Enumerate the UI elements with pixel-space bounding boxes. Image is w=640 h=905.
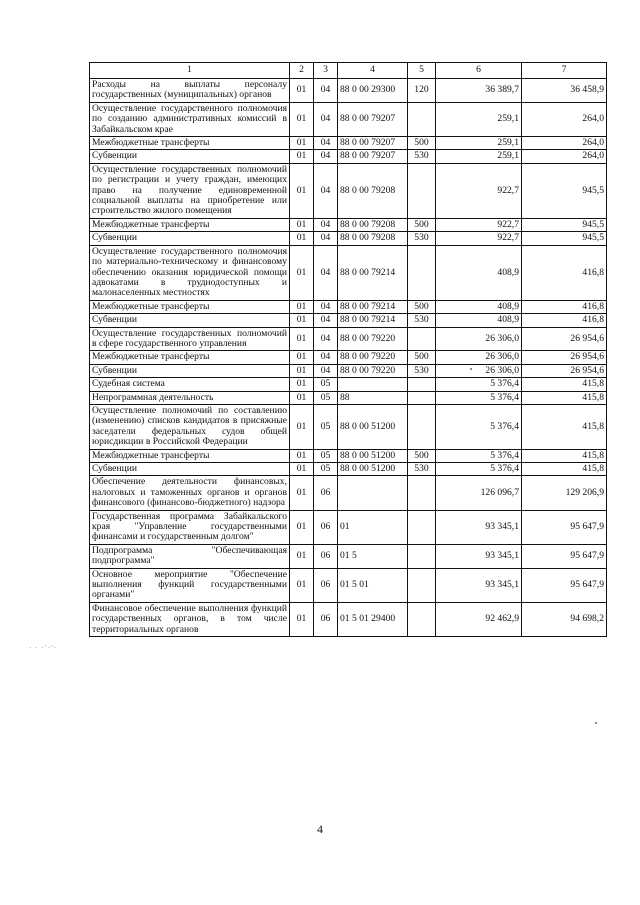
cell-amount-year1: 259,1 [436,150,522,163]
cell-expense-type [408,602,436,636]
cell-amount-year2: 415,8 [522,404,607,449]
cell-amount-year2: 94 698,2 [522,602,607,636]
cell-amount-year1: 259,1 [436,137,522,150]
cell-target-article: 88 0 00 79214 [338,314,408,327]
cell-section: 01 [290,544,314,568]
cell-subsection: 04 [314,163,338,218]
cell-section: 01 [290,137,314,150]
header-col-1: 1 [90,63,290,79]
cell-target-article: 88 [338,391,408,404]
cell-expense-type: 530 [408,150,436,163]
cell-amount-year1: 93 345,1 [436,544,522,568]
cell-amount-year1: 36 389,7 [436,79,522,103]
table-row [90,137,607,150]
cell-name: Субвенции [90,463,290,476]
cell-expense-type [408,544,436,568]
cell-section: 01 [290,218,314,231]
cell-expense-type: 500 [408,351,436,364]
cell-amount-year2: 36 458,9 [522,79,607,103]
page-number: 4 [317,822,323,836]
cell-subsection: 04 [314,150,338,163]
cell-target-article: 88 0 00 79208 [338,218,408,231]
cell-amount-year2: 415,8 [522,391,607,404]
cell-target-article: 88 0 00 79208 [338,232,408,245]
header-col-4: 4 [338,63,408,79]
cell-amount-year2: 264,0 [522,102,607,136]
table-row [90,544,607,568]
cell-subsection: 04 [314,79,338,103]
cell-subsection: 05 [314,463,338,476]
cell-target-article: 88 0 00 79214 [338,300,408,313]
cell-amount-year2: 95 647,9 [522,568,607,602]
cell-amount-year1: 5 376,4 [436,391,522,404]
table-row [90,602,607,636]
cell-target-article: 01 5 01 29400 [338,602,408,636]
cell-name: Субвенции [90,150,290,163]
cell-section: 01 [290,391,314,404]
cell-amount-year1: 408,9 [436,300,522,313]
header-col-6: 6 [436,63,522,79]
cell-amount-year1: 5 376,4 [436,463,522,476]
cell-subsection: 04 [314,232,338,245]
table-row [90,449,607,462]
cell-target-article: 88 0 00 79220 [338,351,408,364]
cell-expense-type [408,476,436,510]
cell-target-article: 88 0 00 51200 [338,404,408,449]
cell-target-article: 88 0 00 51200 [338,463,408,476]
table-row [90,568,607,602]
cell-section: 01 [290,314,314,327]
cell-target-article: 88 0 00 79207 [338,150,408,163]
cell-name: Осуществление государственного полномочия по материально-техническому и финансовому обеспечению оказания юридической помощи адвокатами в труднодоступных и малонаселенных местностях [90,245,290,300]
cell-target-article [338,476,408,510]
cell-amount-year1: 922,7 [436,232,522,245]
table-row [90,163,607,218]
cell-target-article: 88 0 00 79207 [338,102,408,136]
cell-subsection: 05 [314,391,338,404]
table-row [90,218,607,231]
cell-name: Судебная система [90,378,290,391]
cell-amount-year2: 415,8 [522,463,607,476]
cell-amount-year2: 945,5 [522,232,607,245]
cell-expense-type [408,404,436,449]
cell-amount-year2: 945,5 [522,163,607,218]
cell-amount-year2: 415,8 [522,378,607,391]
cell-target-article: 88 0 00 51200 [338,449,408,462]
cell-subsection: 04 [314,300,338,313]
cell-amount-year1: 126 096,7 [436,476,522,510]
table-row [90,351,607,364]
cell-section: 01 [290,602,314,636]
scan-speck [470,368,472,370]
table-row [90,463,607,476]
cell-expense-type [408,568,436,602]
header-col-3: 3 [314,63,338,79]
cell-amount-year2: 415,8 [522,449,607,462]
cell-section: 01 [290,510,314,544]
cell-section: 01 [290,232,314,245]
header-col-5: 5 [408,63,436,79]
cell-name: Расходы на выплаты персоналу государственных (муниципальных) органов [90,79,290,103]
cell-amount-year2: 945,5 [522,218,607,231]
cell-name: Межбюджетные трансферты [90,449,290,462]
cell-expense-type: 500 [408,137,436,150]
cell-name: Финансовое обеспечение выполнения функций государственных органов, в том числе территориальных органов [90,602,290,636]
table-row [90,378,607,391]
cell-name: Осуществление полномочий по составлению (изменению) списков кандидатов в присяжные заседатели федеральных судов общей юрисдикции в Российской Федерации [90,404,290,449]
cell-section: 01 [290,300,314,313]
cell-section: 01 [290,351,314,364]
cell-amount-year1: 408,9 [436,245,522,300]
cell-amount-year1: 93 345,1 [436,510,522,544]
table-row [90,300,607,313]
cell-amount-year1: 408,9 [436,314,522,327]
cell-subsection: 06 [314,510,338,544]
cell-amount-year2: 264,0 [522,137,607,150]
budget-table [89,62,607,637]
margin-scan-mark: · · ·`·ʹ· [29,644,58,652]
table-row [90,245,607,300]
cell-subsection: 06 [314,476,338,510]
table-row [90,327,607,351]
cell-amount-year1: 26 306,0 [436,327,522,351]
cell-target-article: 88 0 00 79207 [338,137,408,150]
cell-subsection: 04 [314,364,338,377]
cell-subsection: 05 [314,449,338,462]
cell-subsection: 06 [314,568,338,602]
cell-expense-type: 530 [408,232,436,245]
cell-section: 01 [290,102,314,136]
cell-name: Непрограммная деятельность [90,391,290,404]
header-col-2: 2 [290,63,314,79]
cell-name: Межбюджетные трансферты [90,218,290,231]
cell-subsection: 04 [314,314,338,327]
cell-name: Осуществление государственных полномочий по регистрации и учету граждан, имеющих право на получение единовременной социальной выплаты на приобретение или строительство жилого помещения [90,163,290,218]
cell-target-article: 01 5 01 [338,568,408,602]
cell-subsection: 04 [314,245,338,300]
cell-name: Межбюджетные трансферты [90,137,290,150]
cell-amount-year2: 416,8 [522,245,607,300]
cell-section: 01 [290,79,314,103]
cell-amount-year2: 416,8 [522,300,607,313]
cell-target-article: 88 0 00 29300 [338,79,408,103]
cell-subsection: 06 [314,544,338,568]
cell-name: Государственная программа Забайкальского края "Управление государственными финансами и государственным долгом" [90,510,290,544]
cell-section: 01 [290,463,314,476]
cell-amount-year1: 5 376,4 [436,378,522,391]
cell-expense-type: 500 [408,300,436,313]
cell-section: 01 [290,476,314,510]
cell-target-article: 01 [338,510,408,544]
cell-subsection: 04 [314,102,338,136]
table-row [90,150,607,163]
cell-expense-type: 530 [408,364,436,377]
cell-expense-type [408,163,436,218]
cell-amount-year1: 259,1 [436,102,522,136]
table-row [90,510,607,544]
cell-amount-year2: 264,0 [522,150,607,163]
cell-amount-year2: 26 954,6 [522,351,607,364]
table-row [90,476,607,510]
cell-target-article: 88 0 00 79220 [338,327,408,351]
cell-amount-year2: 26 954,6 [522,364,607,377]
table-body [90,79,607,637]
cell-subsection: 05 [314,378,338,391]
header-col-7: 7 [522,63,607,79]
table-row [90,364,607,377]
cell-expense-type: 500 [408,449,436,462]
table-row [90,314,607,327]
table-row [90,102,607,136]
table-row [90,404,607,449]
cell-amount-year1: 26 306,0 [436,364,522,377]
cell-section: 01 [290,404,314,449]
cell-name: Субвенции [90,314,290,327]
table-row [90,391,607,404]
cell-amount-year2: 26 954,6 [522,327,607,351]
cell-section: 01 [290,163,314,218]
cell-section: 01 [290,327,314,351]
cell-name: Межбюджетные трансферты [90,300,290,313]
cell-subsection: 06 [314,602,338,636]
cell-amount-year1: 5 376,4 [436,404,522,449]
cell-target-article: 88 0 00 79214 [338,245,408,300]
cell-amount-year1: 922,7 [436,163,522,218]
scan-speck [595,722,597,724]
cell-expense-type [408,378,436,391]
header-row [90,63,607,79]
cell-target-article: 88 0 00 79208 [338,163,408,218]
cell-amount-year2: 129 206,9 [522,476,607,510]
cell-subsection: 04 [314,218,338,231]
cell-subsection: 04 [314,327,338,351]
cell-expense-type: 530 [408,314,436,327]
cell-subsection: 04 [314,351,338,364]
cell-target-article: 01 5 [338,544,408,568]
cell-section: 01 [290,568,314,602]
cell-name: Субвенции [90,232,290,245]
cell-expense-type [408,391,436,404]
cell-name: Обеспечение деятельности финансовых, налоговых и таможенных органов и органов финансового (финансово-бюджетного) надзора [90,476,290,510]
cell-amount-year1: 26 306,0 [436,351,522,364]
cell-amount-year1: 5 376,4 [436,449,522,462]
cell-amount-year2: 416,8 [522,314,607,327]
cell-name: Осуществление государственного полномочия по созданию административных комиссий в Забайкальском крае [90,102,290,136]
cell-amount-year2: 95 647,9 [522,510,607,544]
table-row [90,79,607,103]
cell-name: Подпрограмма "Обеспечивающая подпрограмма" [90,544,290,568]
table-row [90,232,607,245]
cell-expense-type [408,327,436,351]
cell-section: 01 [290,245,314,300]
cell-expense-type: 120 [408,79,436,103]
cell-amount-year1: 922,7 [436,218,522,231]
cell-section: 01 [290,150,314,163]
cell-subsection: 04 [314,137,338,150]
cell-section: 01 [290,449,314,462]
cell-expense-type [408,245,436,300]
cell-subsection: 05 [314,404,338,449]
cell-amount-year2: 95 647,9 [522,544,607,568]
cell-expense-type [408,510,436,544]
cell-expense-type [408,102,436,136]
cell-target-article [338,378,408,391]
cell-amount-year1: 92 462,9 [436,602,522,636]
cell-expense-type: 500 [408,218,436,231]
cell-name: Осуществление государственных полномочий в сфере государственного управления [90,327,290,351]
cell-name: Субвенции [90,364,290,377]
cell-amount-year1: 93 345,1 [436,568,522,602]
cell-name: Основное мероприятие "Обеспечение выполнения функций государственными органами" [90,568,290,602]
cell-name: Межбюджетные трансферты [90,351,290,364]
cell-section: 01 [290,364,314,377]
cell-section: 01 [290,378,314,391]
cell-target-article: 88 0 00 79220 [338,364,408,377]
cell-expense-type: 530 [408,463,436,476]
